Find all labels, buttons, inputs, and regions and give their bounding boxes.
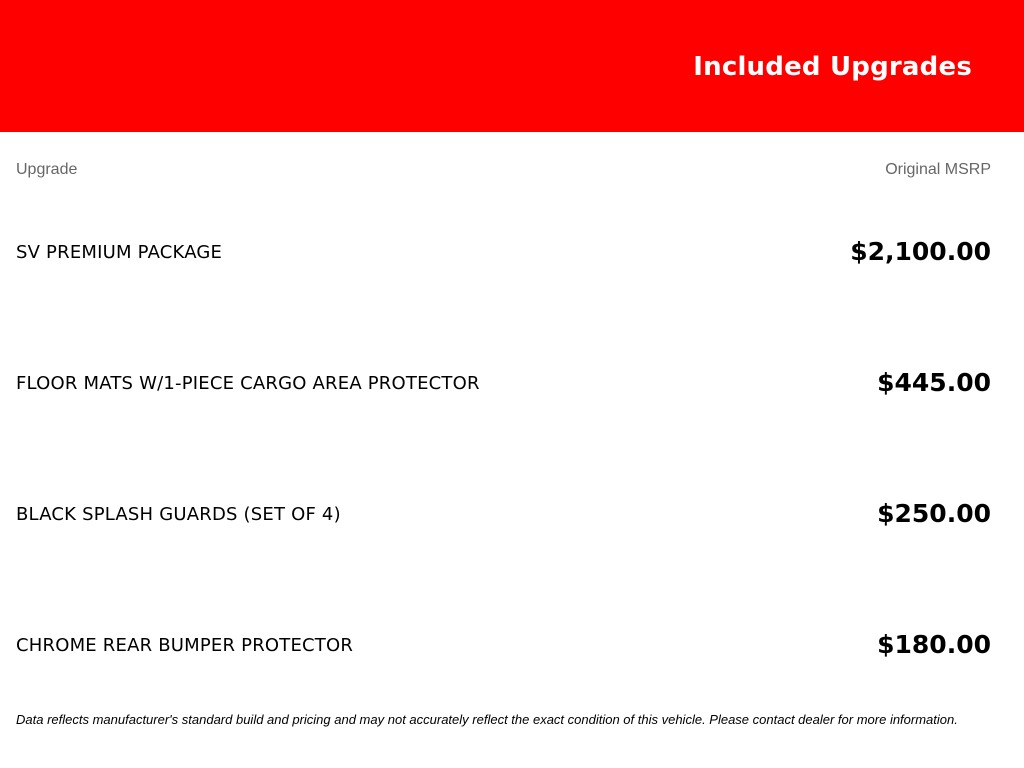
upgrade-name: SV PREMIUM PACKAGE	[16, 242, 223, 263]
upgrade-price: $2,100.00	[850, 237, 991, 266]
upgrade-price: $250.00	[877, 499, 991, 528]
upgrade-row	[16, 366, 991, 400]
upgrade-price: $180.00	[877, 630, 991, 659]
upgrade-price: $445.00	[877, 368, 991, 397]
upgrade-row	[16, 497, 991, 531]
page-title: Included Upgrades	[693, 52, 972, 82]
header-banner	[0, 0, 1024, 132]
upgrade-row	[16, 235, 991, 269]
column-header-msrp: Original MSRP	[885, 161, 991, 178]
upgrade-name: FLOOR MATS W/1-PIECE CARGO AREA PROTECTOR	[16, 373, 480, 394]
column-header-upgrade: Upgrade	[16, 161, 78, 178]
upgrade-row	[16, 628, 991, 662]
upgrade-name: BLACK SPLASH GUARDS (SET OF 4)	[16, 504, 341, 525]
disclaimer-text: Data reflects manufacturer's standard build and pricing and may not accurately reflect the exact condition of this vehicle. Please contact dealer for more information.	[16, 712, 958, 727]
upgrade-name: CHROME REAR BUMPER PROTECTOR	[16, 635, 354, 656]
